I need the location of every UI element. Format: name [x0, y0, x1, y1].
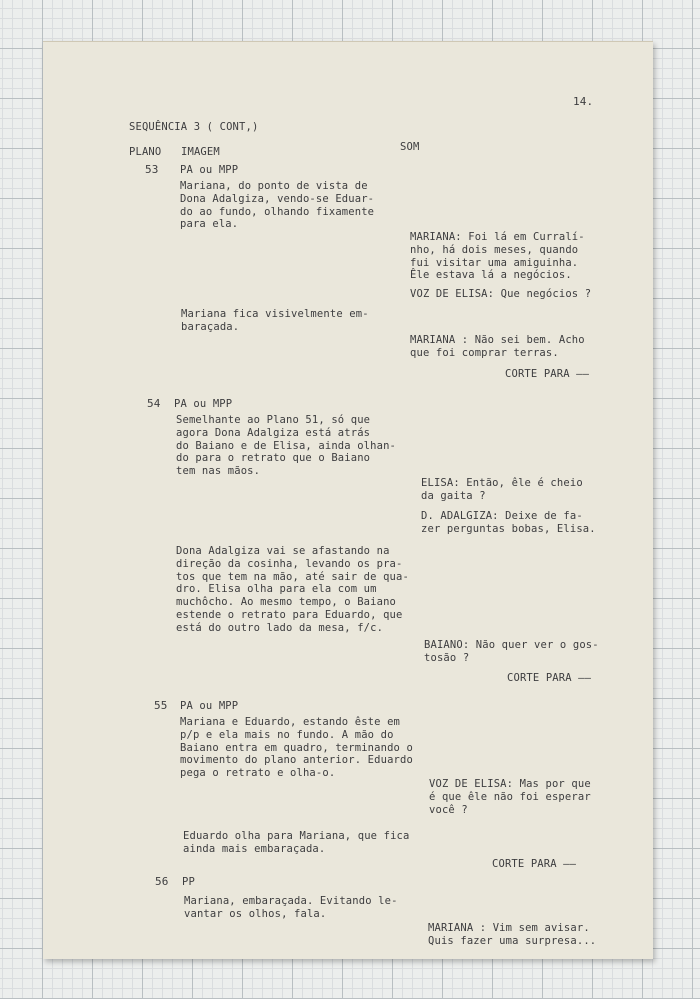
shot-56-sound-1: MARIANA : Vim sem avisar. Quis fazer uma surpresa...	[428, 922, 597, 947]
shot-56-number: 56	[155, 875, 169, 888]
page-number: 14.	[573, 95, 594, 108]
shot-54-sound-2: D. ADALGIZA: Deixe de fa- zer perguntas bobas, Elisa.	[421, 510, 596, 535]
shot-56-image-1: Mariana, embaraçada. Evitando le- vantar os olhos, fala.	[184, 895, 398, 920]
shot-54-type: PA ou MPP	[174, 398, 233, 410]
shot-53-sound-1: MARIANA: Foi lá em Curralí- nho, há dois meses, quando fui visitar uma amiguinha. Êle estava lá a negócios.	[410, 231, 585, 282]
sequence-title: SEQUÊNCIA 3 ( CONT,)	[129, 121, 259, 133]
shot-54-image-2: Dona Adalgiza vai se afastando na direção da cosinha, levando os pra- tos que tem na mão, até sair de qua- dro. Elisa olha para ela com um muchôcho. Ao mesmo tempo, o Baiano estende o retrato para Eduardo, que está do outro lado da mesa, f/c.	[176, 545, 409, 634]
shot-55-sound-1: VOZ DE ELISA: Mas por que é que êle não foi esperar você ?	[429, 778, 591, 816]
shot-54-number: 54	[147, 397, 161, 410]
shot-55-type: PA ou MPP	[180, 700, 239, 712]
shot-53-sound-2: VOZ DE ELISA: Que negócios ?	[410, 288, 592, 300]
shot-55-image-2: Eduardo olha para Mariana, que fica ainda mais embaraçada.	[183, 830, 410, 855]
shot-53-image-1: Mariana, do ponto de vista de Dona Adalgiza, vendo-se Eduar- do ao fundo, olhando fixamente para ela.	[180, 180, 375, 231]
shot-53-cut: CORTE PARA ——	[505, 368, 590, 380]
shot-53-type: PA ou MPP	[180, 164, 239, 176]
shot-55-cut: CORTE PARA ——	[492, 858, 577, 870]
shot-54-image-1: Semelhante ao Plano 51, só que agora Dona Adalgiza está atrás do Baiano e de Elisa, ainda olhan- do para o retrato que o Baiano tem nas mãos.	[176, 414, 397, 478]
shot-53-sound-3: MARIANA : Não sei bem. Acho que foi comprar terras.	[410, 334, 585, 359]
shot-55-number: 55	[154, 699, 168, 712]
column-header-plano: PLANO	[129, 146, 162, 158]
shot-56-type: PP	[182, 876, 195, 888]
script-page	[43, 41, 653, 959]
shot-53-number: 53	[145, 163, 159, 176]
shot-54-sound-3: BAIANO: Não quer ver o gos- tosão ?	[424, 639, 599, 664]
shot-53-image-2: Mariana fica visivelmente em- baraçada.	[181, 308, 369, 333]
column-header-som: SOM	[400, 141, 420, 153]
shot-55-image-1: Mariana e Eduardo, estando êste em p/p e ela mais no fundo. A mão do Baiano entra em quadro, terminando o movimento do plano anterior. Eduardo pega o retrato e olha-o.	[180, 716, 413, 780]
column-header-imagem: IMAGEM	[181, 146, 220, 158]
shot-54-cut: CORTE PARA ——	[507, 672, 592, 684]
shot-54-sound-1: ELISA: Então, êle é cheio da gaita ?	[421, 477, 583, 502]
